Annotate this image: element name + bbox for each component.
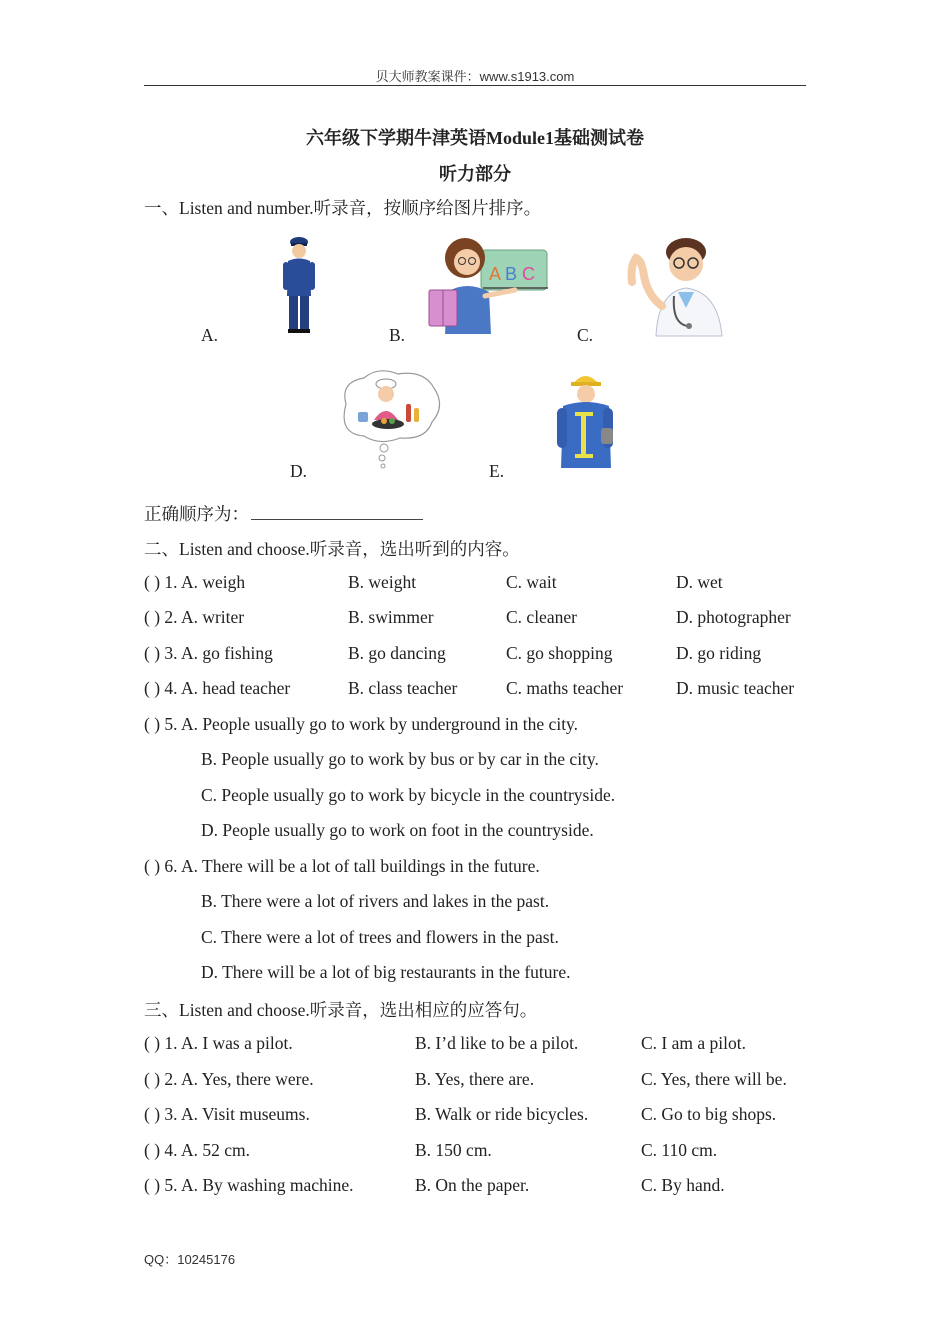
s2-q6-b: B. There were a lot of rivers and lakes in the past. bbox=[201, 891, 550, 911]
s2-q4-d: D. music teacher bbox=[676, 678, 795, 698]
page-title: 六年级下学期牛津英语Module1基础测试卷 bbox=[306, 128, 644, 148]
s2-q3-c: C. go shopping bbox=[506, 643, 613, 663]
svg-text:C: C bbox=[522, 264, 535, 284]
section3-heading: 三、Listen and choose.听录音，选出相应的应答句。 bbox=[144, 1000, 538, 1020]
s2-q5-d: D. People usually go to work on foot in the countryside. bbox=[201, 820, 594, 840]
worker-picture bbox=[555, 368, 615, 474]
s2-q1-a: ( ) 1. A. weigh bbox=[144, 572, 246, 592]
s3-q5-b: B. On the paper. bbox=[415, 1175, 530, 1195]
s2-q2-a: ( ) 2. A. writer bbox=[144, 607, 245, 627]
s2-q1-c: C. wait bbox=[506, 572, 557, 592]
s3-q3-c: C. Go to big shops. bbox=[641, 1104, 777, 1124]
picture-label-c: C. bbox=[577, 325, 594, 345]
s2-q4-a: ( ) 4. A. head teacher bbox=[144, 678, 291, 698]
s2-q2-b: B. swimmer bbox=[348, 607, 434, 627]
s3-q4-c: C. 110 cm. bbox=[641, 1140, 718, 1160]
s2-q6-c: C. There were a lot of trees and flowers in the past. bbox=[201, 927, 559, 947]
s2-q4-b: B. class teacher bbox=[348, 678, 458, 698]
s2-q6-a: ( ) 6. A. There will be a lot of tall buildings in the future. bbox=[144, 856, 540, 876]
s2-q1-d: D. wet bbox=[676, 572, 723, 592]
s2-q5-b: B. People usually go to work by bus or by car in the city. bbox=[201, 749, 599, 769]
s2-q2-c: C. cleaner bbox=[506, 607, 577, 627]
order-answer-blank[interactable] bbox=[251, 505, 423, 520]
picture-label-b: B. bbox=[389, 325, 406, 345]
s2-q6-d: D. There will be a lot of big restaurants in the future. bbox=[201, 962, 571, 982]
s2-q3-a: ( ) 3. A. go fishing bbox=[144, 643, 273, 663]
svg-text:B: B bbox=[505, 264, 518, 284]
s3-q4-a: ( ) 4. A. 52 cm. bbox=[144, 1140, 250, 1160]
s3-q2-b: B. Yes, there are. bbox=[415, 1069, 535, 1089]
s3-q3-a: ( ) 3. A. Visit museums. bbox=[144, 1104, 310, 1124]
s3-q2-c: C. Yes, there will be. bbox=[641, 1069, 787, 1089]
s3-q1-c: C. I am a pilot. bbox=[641, 1033, 746, 1053]
s3-q3-b: B. Walk or ride bicycles. bbox=[415, 1104, 589, 1124]
picture-label-d: D. bbox=[290, 461, 308, 481]
policeman-picture bbox=[280, 236, 320, 336]
s3-q1-b: B. I’d like to be a pilot. bbox=[415, 1033, 579, 1053]
s2-q5-c: C. People usually go to work by bicycle in the countryside. bbox=[201, 785, 616, 805]
s2-q5-a: ( ) 5. A. People usually go to work by underground in the city. bbox=[144, 714, 579, 734]
svg-text:A: A bbox=[489, 264, 502, 284]
s2-q3-d: D. go riding bbox=[676, 643, 762, 663]
section2-heading: 二、Listen and choose.听录音，选出听到的内容。 bbox=[144, 539, 520, 559]
s3-q4-b: B. 150 cm. bbox=[415, 1140, 492, 1160]
s3-q1-a: ( ) 1. A. I was a pilot. bbox=[144, 1033, 293, 1053]
page-footer: QQ：10245176 bbox=[144, 1252, 236, 1267]
cook-picture bbox=[336, 368, 444, 474]
s2-q3-b: B. go dancing bbox=[348, 643, 446, 663]
s3-q5-c: C. By hand. bbox=[641, 1175, 725, 1195]
order-answer-line bbox=[144, 501, 423, 526]
picture-label-a: A. bbox=[201, 325, 219, 345]
doctor-picture bbox=[622, 236, 730, 336]
s2-q1-b: B. weight bbox=[348, 572, 417, 592]
picture-label-e: E. bbox=[489, 461, 505, 481]
order-prompt: 正确顺序为： bbox=[144, 504, 249, 524]
s2-q2-d: D. photographer bbox=[676, 607, 791, 627]
teacher-picture bbox=[425, 236, 550, 336]
header-rule bbox=[144, 85, 806, 86]
s2-q4-c: C. maths teacher bbox=[506, 678, 624, 698]
s3-q5-a: ( ) 5. A. By washing machine. bbox=[144, 1175, 354, 1195]
page-header: 贝大师教案课件：www.s1913.com bbox=[375, 69, 575, 84]
s3-q2-a: ( ) 2. A. Yes, there were. bbox=[144, 1069, 314, 1089]
section1-heading: 一、Listen and number.听录音，按顺序给图片排序。 bbox=[144, 198, 542, 218]
page-subtitle: 听力部分 bbox=[439, 164, 511, 184]
